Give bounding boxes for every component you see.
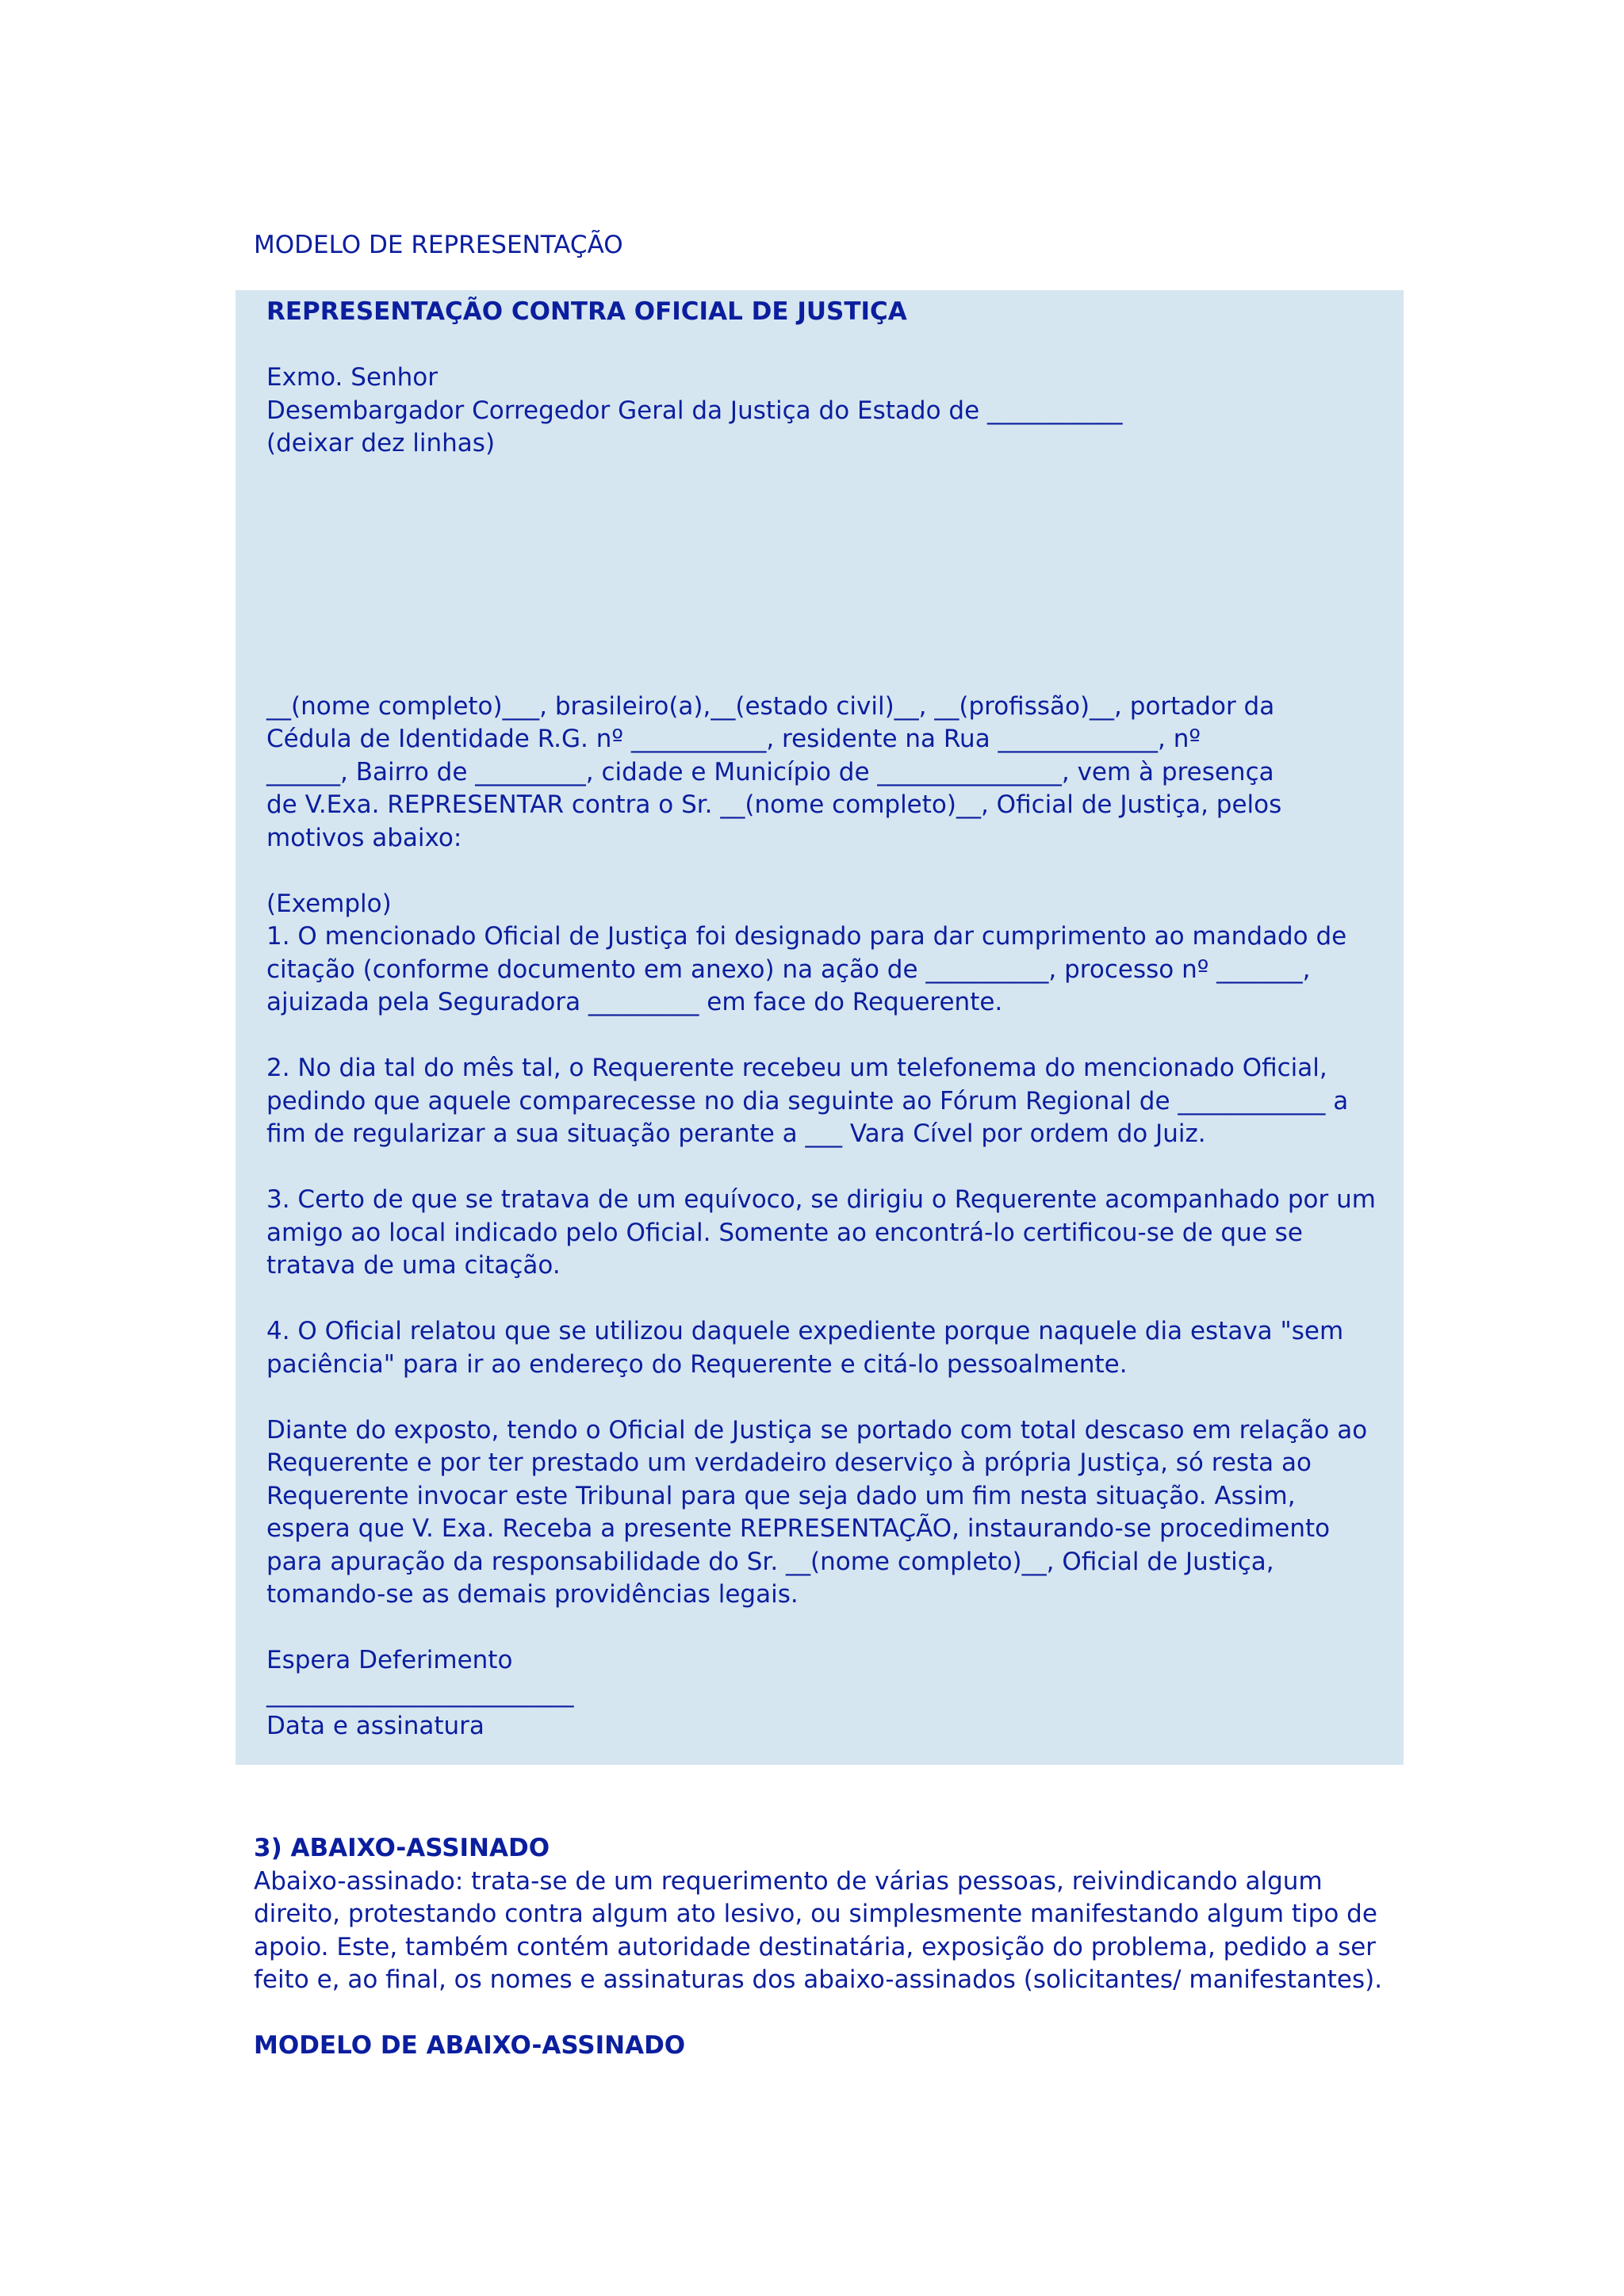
spacer bbox=[254, 1997, 1411, 2030]
spacer bbox=[266, 1151, 1404, 1184]
item-4-line: 4. O Oficial relatou que se utilizou daquele expediente porque naquele dia estava "sem bbox=[266, 1317, 1344, 1345]
item-1-line: ajuizada pela Seguradora _________ em face do Requerente. bbox=[266, 988, 1003, 1016]
conclusion-line: para apuração da responsabilidade do Sr. __(nome completo)__, Oficial de Justiça, bbox=[266, 1547, 1274, 1576]
signature-label: Data e assinatura bbox=[266, 1712, 485, 1740]
intro-title: MODELO DE REPRESENTAÇÃO bbox=[254, 231, 623, 259]
section-body-line: feito e, ao final, os nomes e assinaturas dos abaixo-assinados (solicitantes/ manifestantes). bbox=[254, 1965, 1383, 1994]
item-3-line: 3. Certo de que se tratava de um equívoco, se dirigiu o Requerente acompanhado por um bbox=[266, 1185, 1376, 1214]
item-2-line: pedindo que aquele comparecesse no dia seguinte ao Fórum Regional de ____________ a bbox=[266, 1086, 1349, 1115]
section-body-line: direito, protestando contra algum ato lesivo, ou simplesmente manifestando algum tipo de bbox=[254, 1900, 1377, 1928]
salutation-line: Exmo. Senhor bbox=[266, 363, 439, 392]
conclusion-line: espera que V. Exa. Receba a presente REPRESENTAÇÃO, instaurando-se procedimento bbox=[266, 1514, 1331, 1543]
item-2-line: fim de regularizar a sua situação perante a ___ Vara Cível por ordem do Juiz. bbox=[266, 1119, 1206, 1148]
section-body-line: apoio. Este, também contém autoridade destinatária, exposição do problema, pedido a ser bbox=[254, 1932, 1377, 1961]
qualification-line: __(nome completo)___, brasileiro(a),__(estado civil)__, __(profissão)__, portador da bbox=[266, 691, 1275, 721]
spacer bbox=[266, 329, 1404, 362]
item-1-line: citação (conforme documento em anexo) na ação de __________, processo nº _______, bbox=[266, 955, 1311, 984]
section-abaixo-assinado bbox=[254, 1832, 1411, 2063]
qualification-line: motivos abaixo: bbox=[266, 823, 462, 852]
qualification-line: de V.Exa. REPRESENTAR contra o Sr. __(nome completo)__, Oficial de Justiça, pelos bbox=[266, 790, 1282, 819]
spacer bbox=[266, 1283, 1404, 1316]
spacer bbox=[266, 461, 1404, 691]
qualification-line: Cédula de Identidade R.G. nº ___________, residente na Rua _____________, nº bbox=[266, 725, 1201, 753]
signature-line: _________________________ bbox=[266, 1678, 574, 1708]
conclusion-line: Requerente invocar este Tribunal para que seja dado um fim nesta situação. Assim, bbox=[266, 1481, 1296, 1510]
instruction-note: (deixar dez linhas) bbox=[266, 429, 496, 457]
item-1-line: 1. O mencionado Oficial de Justiça foi designado para dar cumprimento ao mandado de bbox=[266, 922, 1347, 951]
item-2-line: 2. No dia tal do mês tal, o Requerente recebeu um telefonema do mencionado Oficial, bbox=[266, 1054, 1327, 1082]
closing-text: Espera Deferimento bbox=[266, 1646, 513, 1674]
section-heading: 3) ABAIXO-ASSINADO bbox=[254, 1834, 550, 1862]
spacer bbox=[266, 1020, 1404, 1053]
item-4-line: paciência" para ir ao endereço do Requerente e citá-lo pessoalmente. bbox=[266, 1349, 1128, 1379]
spacer bbox=[266, 1612, 1404, 1645]
conclusion-line: tomando-se as demais providências legais. bbox=[266, 1580, 799, 1609]
item-3-line: tratava de uma citação. bbox=[266, 1251, 561, 1280]
section-body-line: Abaixo-assinado: trata-se de um requerimento de várias pessoas, reivindicando algum bbox=[254, 1866, 1323, 1896]
model-title: REPRESENTAÇÃO CONTRA OFICIAL DE JUSTIÇA bbox=[266, 297, 907, 326]
model-heading: MODELO DE ABAIXO-ASSINADO bbox=[254, 2031, 686, 2060]
item-3-line: amigo ao local indicado pelo Oficial. Somente ao encontrá-lo certificou-se de que se bbox=[266, 1218, 1303, 1247]
qualification-line: ______, Bairro de _________, cidade e Município de _______________, vem à presença bbox=[266, 757, 1274, 786]
spacer bbox=[266, 855, 1404, 888]
conclusion-line: Diante do exposto, tendo o Oficial de Justiça se portado com total descaso em relação ao bbox=[266, 1415, 1368, 1445]
example-label: (Exemplo) bbox=[266, 889, 392, 918]
model-box bbox=[236, 290, 1404, 1765]
spacer bbox=[266, 1381, 1404, 1414]
conclusion-line: Requerente e por ter prestado um verdadeiro deserviço à própria Justiça, só resta ao bbox=[266, 1448, 1312, 1477]
salutation-line: Desembargador Corregedor Geral da Justiça do Estado de ___________ bbox=[266, 396, 1123, 425]
